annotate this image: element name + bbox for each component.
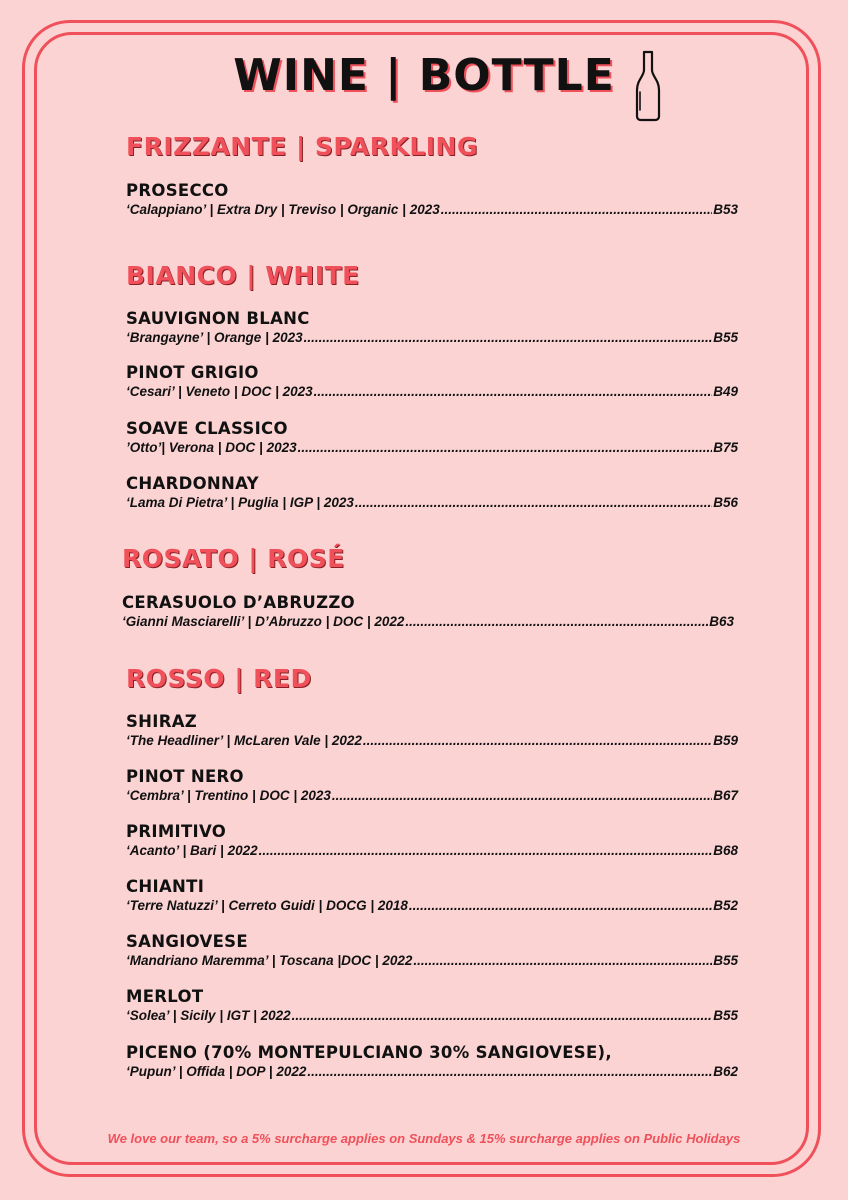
dot-leader xyxy=(314,383,713,401)
wine-name: PINOT GRIGIO xyxy=(126,363,259,382)
wine-detail: ’Otto’| Verona | DOC | 2023 xyxy=(126,440,297,455)
wine-price: B55 xyxy=(713,1008,738,1023)
dot-leader xyxy=(332,787,712,805)
wine-detail: ‘Terre Natuzzi’ | Cerreto Guidi | DOCG | 2018 xyxy=(126,898,408,913)
section-title-sparkling: FRIZZANTE | SPARKLING xyxy=(126,132,479,161)
wine-name: PICENO (70% MONTEPULCIANO 30% SANGIOVESE), xyxy=(126,1043,612,1062)
menu-item xyxy=(126,308,738,347)
wine-price: B62 xyxy=(713,1064,738,1079)
dot-leader xyxy=(298,439,713,457)
dot-leader xyxy=(307,1063,712,1081)
menu-item xyxy=(126,418,738,457)
wine-detail: ‘Solea’ | Sicily | IGT | 2022 xyxy=(126,1008,291,1023)
wine-name: PRIMITIVO xyxy=(126,822,227,841)
wine-price: B52 xyxy=(713,898,738,913)
dot-leader xyxy=(363,732,712,750)
wine-detail: ‘Lama Di Pietra’ | Puglia | IGP | 2023 xyxy=(126,495,354,510)
wine-detail: ‘Acanto’ | Bari | 2022 xyxy=(126,843,258,858)
wine-price: B75 xyxy=(713,440,738,455)
menu-item xyxy=(126,876,738,915)
wine-detail: ‘Calappiano’ | Extra Dry | Treviso | Organic | 2023 xyxy=(126,202,440,217)
dot-leader xyxy=(441,201,713,219)
dot-leader xyxy=(292,1007,713,1025)
wine-price: B63 xyxy=(709,614,734,629)
page-title: WINE | BOTTLE xyxy=(233,50,615,101)
menu-item xyxy=(126,473,738,512)
wine-detail: ‘The Headliner’ | McLaren Vale | 2022 xyxy=(126,733,362,748)
surcharge-notice: We love our team, so a 5% surcharge applies on Sundays & 15% surcharge applies on Public Holidays xyxy=(107,1131,741,1146)
wine-price: B68 xyxy=(713,843,738,858)
wine-bottle-icon xyxy=(635,50,661,122)
wine-name: CERASUOLO D’ABRUZZO xyxy=(122,593,355,612)
wine-name: SAUVIGNON BLANC xyxy=(126,309,310,328)
wine-price: B67 xyxy=(713,788,738,803)
dot-leader xyxy=(405,613,708,631)
wine-detail: ‘Mandriano Maremma’ | Toscana |DOC | 2022 xyxy=(126,953,413,968)
menu-item xyxy=(126,986,738,1025)
dot-leader xyxy=(409,897,712,915)
section-title-white: BIANCO | WHITE xyxy=(126,261,360,290)
wine-price: B53 xyxy=(713,202,738,217)
wine-name: MERLOT xyxy=(126,987,204,1006)
wine-detail: ‘Cembra’ | Trentino | DOC | 2023 xyxy=(126,788,331,803)
section-title-rose: ROSATO | ROSÉ xyxy=(122,544,345,573)
wine-detail: ‘Cesari’ | Veneto | DOC | 2023 xyxy=(126,384,313,399)
dot-leader xyxy=(259,842,713,860)
wine-detail: ‘Gianni Masciarelli’ | D’Abruzzo | DOC | 2022 xyxy=(122,614,405,629)
section-title-red: ROSSO | RED xyxy=(126,664,312,693)
wine-name: CHARDONNAY xyxy=(126,474,259,493)
wine-name: SHIRAZ xyxy=(126,712,198,731)
wine-name: SANGIOVESE xyxy=(126,932,248,951)
wine-price: B55 xyxy=(713,330,738,345)
wine-name: PINOT NERO xyxy=(126,767,244,786)
wine-detail: ‘Brangayne’ | Orange | 2023 xyxy=(126,330,303,345)
wine-price: B55 xyxy=(713,953,738,968)
wine-price: B49 xyxy=(713,384,738,399)
menu-item xyxy=(126,180,738,219)
dot-leader xyxy=(413,952,712,970)
menu-item xyxy=(126,362,738,401)
wine-name: PROSECCO xyxy=(126,181,229,200)
wine-detail: ‘Pupun’ | Offida | DOP | 2022 xyxy=(126,1064,307,1079)
menu-item xyxy=(126,821,738,860)
wine-price: B59 xyxy=(713,733,738,748)
dot-leader xyxy=(355,494,712,512)
wine-name: CHIANTI xyxy=(126,877,205,896)
menu-item xyxy=(126,711,738,750)
menu-item xyxy=(122,592,734,631)
menu-item xyxy=(126,766,738,805)
menu-item xyxy=(126,1042,738,1081)
dot-leader xyxy=(304,329,713,347)
menu-item xyxy=(126,931,738,970)
wine-price: B56 xyxy=(713,495,738,510)
wine-name: SOAVE CLASSICO xyxy=(126,419,288,438)
